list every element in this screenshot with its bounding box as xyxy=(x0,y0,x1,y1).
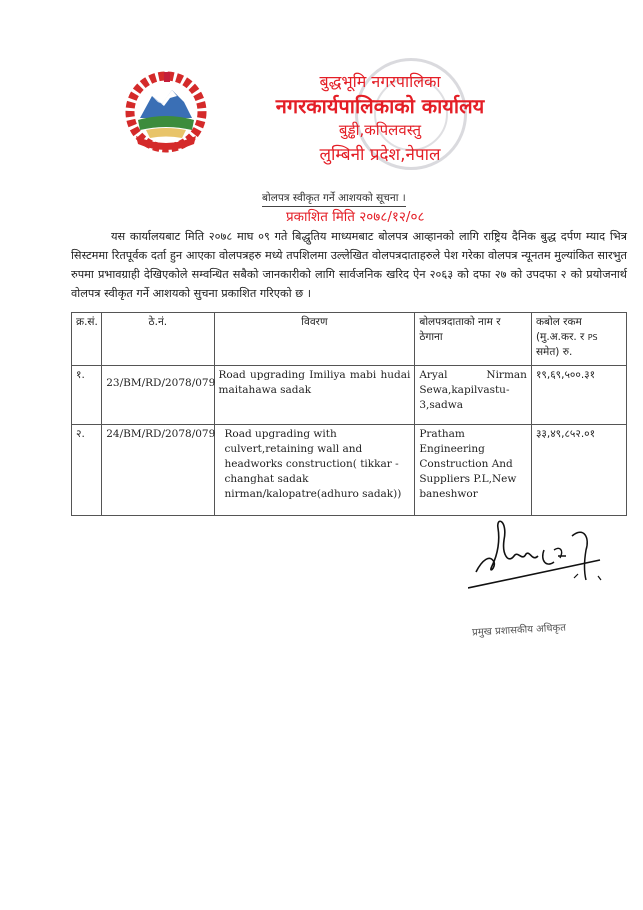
office-location: बुड्ढी,कपिलवस्तु xyxy=(338,121,422,139)
header-contract-no: ठे.नं. xyxy=(102,313,214,366)
published-date: प्रकाशित मिति २०७८/१२/०८ xyxy=(286,209,425,225)
row-bidder: Pratham Engineering Construction And Suppliers P.L,New baneshwor xyxy=(415,425,532,516)
table-header-row xyxy=(72,313,627,366)
row-sn: १. xyxy=(72,366,102,425)
header-amount-main: कबोल रकम (मु.अ.कर. र xyxy=(535,316,585,343)
table-row xyxy=(72,366,627,425)
office-province: लुम्बिनी प्रदेश,नेपाल xyxy=(319,145,441,165)
row-sn: २. xyxy=(72,425,102,516)
header-amount-ps: PS xyxy=(587,333,598,342)
header-amount-tail: समेत) रु. xyxy=(535,346,573,358)
header-description: विवरण xyxy=(214,313,415,366)
row-bidder: Aryal Nirman Sewa,kapilvastu-3,sadwa xyxy=(415,366,532,425)
header-sn: क्र.सं. xyxy=(72,313,102,366)
header-bidder: बोलपत्रदाताको नाम र ठेगाना xyxy=(415,313,532,366)
row-amount: ३३,४९,८५२.०१ xyxy=(531,425,626,516)
row-contract-no: 24/BM/RD/2078/079 xyxy=(102,425,214,516)
government-emblem-logo xyxy=(122,68,210,156)
row-description: Road upgrading with culvert,retaining wall and headworks construction( tikkar - changhat sadak nirman/kalopatre(adhuro sadak)) xyxy=(214,425,415,516)
notice-body: यस कार्यालयबाट मिति २०७८ माघ ०९ गते बिद्धुतिय माध्यमबाट बोलपत्र आव्हानको लागि राष्ट्रिय दैनिक बुद्ध दर्पण म्याद भित्र सिस्टममा रितपूर्वक दर्ता हुन आएका वोलपत्रहरु मध्ये तपशिलमा उल्लेखित वोलपत्रदाताहरुले पेश गरेका वोलपत्र न्यूनतम मुल्यांकित सारभुत रुपमा प्रभावग्राही देखिएकोले सम्वन्धित सबैको जानकारीको लागि सार्वजनिक खरिद ऐन २०६३ को दफा २७ को उपदफा २ को प्रयोजनार्थ वोलपत्र स्वीकृत गर्ने आशयको सुचना प्रकाशित गरिएको छ । xyxy=(71,230,627,300)
municipality-name: बुद्धभूमि नगरपालिका xyxy=(319,72,441,91)
office-name: नगरकार्यपालिकाको कार्यालय xyxy=(275,94,485,118)
row-amount: १९,६९,५००.३१ xyxy=(531,366,626,425)
handwritten-signature xyxy=(468,510,618,590)
row-description: Road upgrading Imiliya mabi hudai maitahawa sadak xyxy=(214,366,415,425)
notice-title: बोलपत्र स्वीकृत गर्ने आशयको सूचना । xyxy=(262,191,406,207)
bid-table xyxy=(71,312,627,516)
row-contract-no: 23/BM/RD/2078/079 xyxy=(102,366,214,425)
header-amount xyxy=(531,313,626,366)
table-row xyxy=(72,425,627,516)
signatory-title: प्रमुख प्रशासकीय अधिकृत xyxy=(471,622,567,639)
